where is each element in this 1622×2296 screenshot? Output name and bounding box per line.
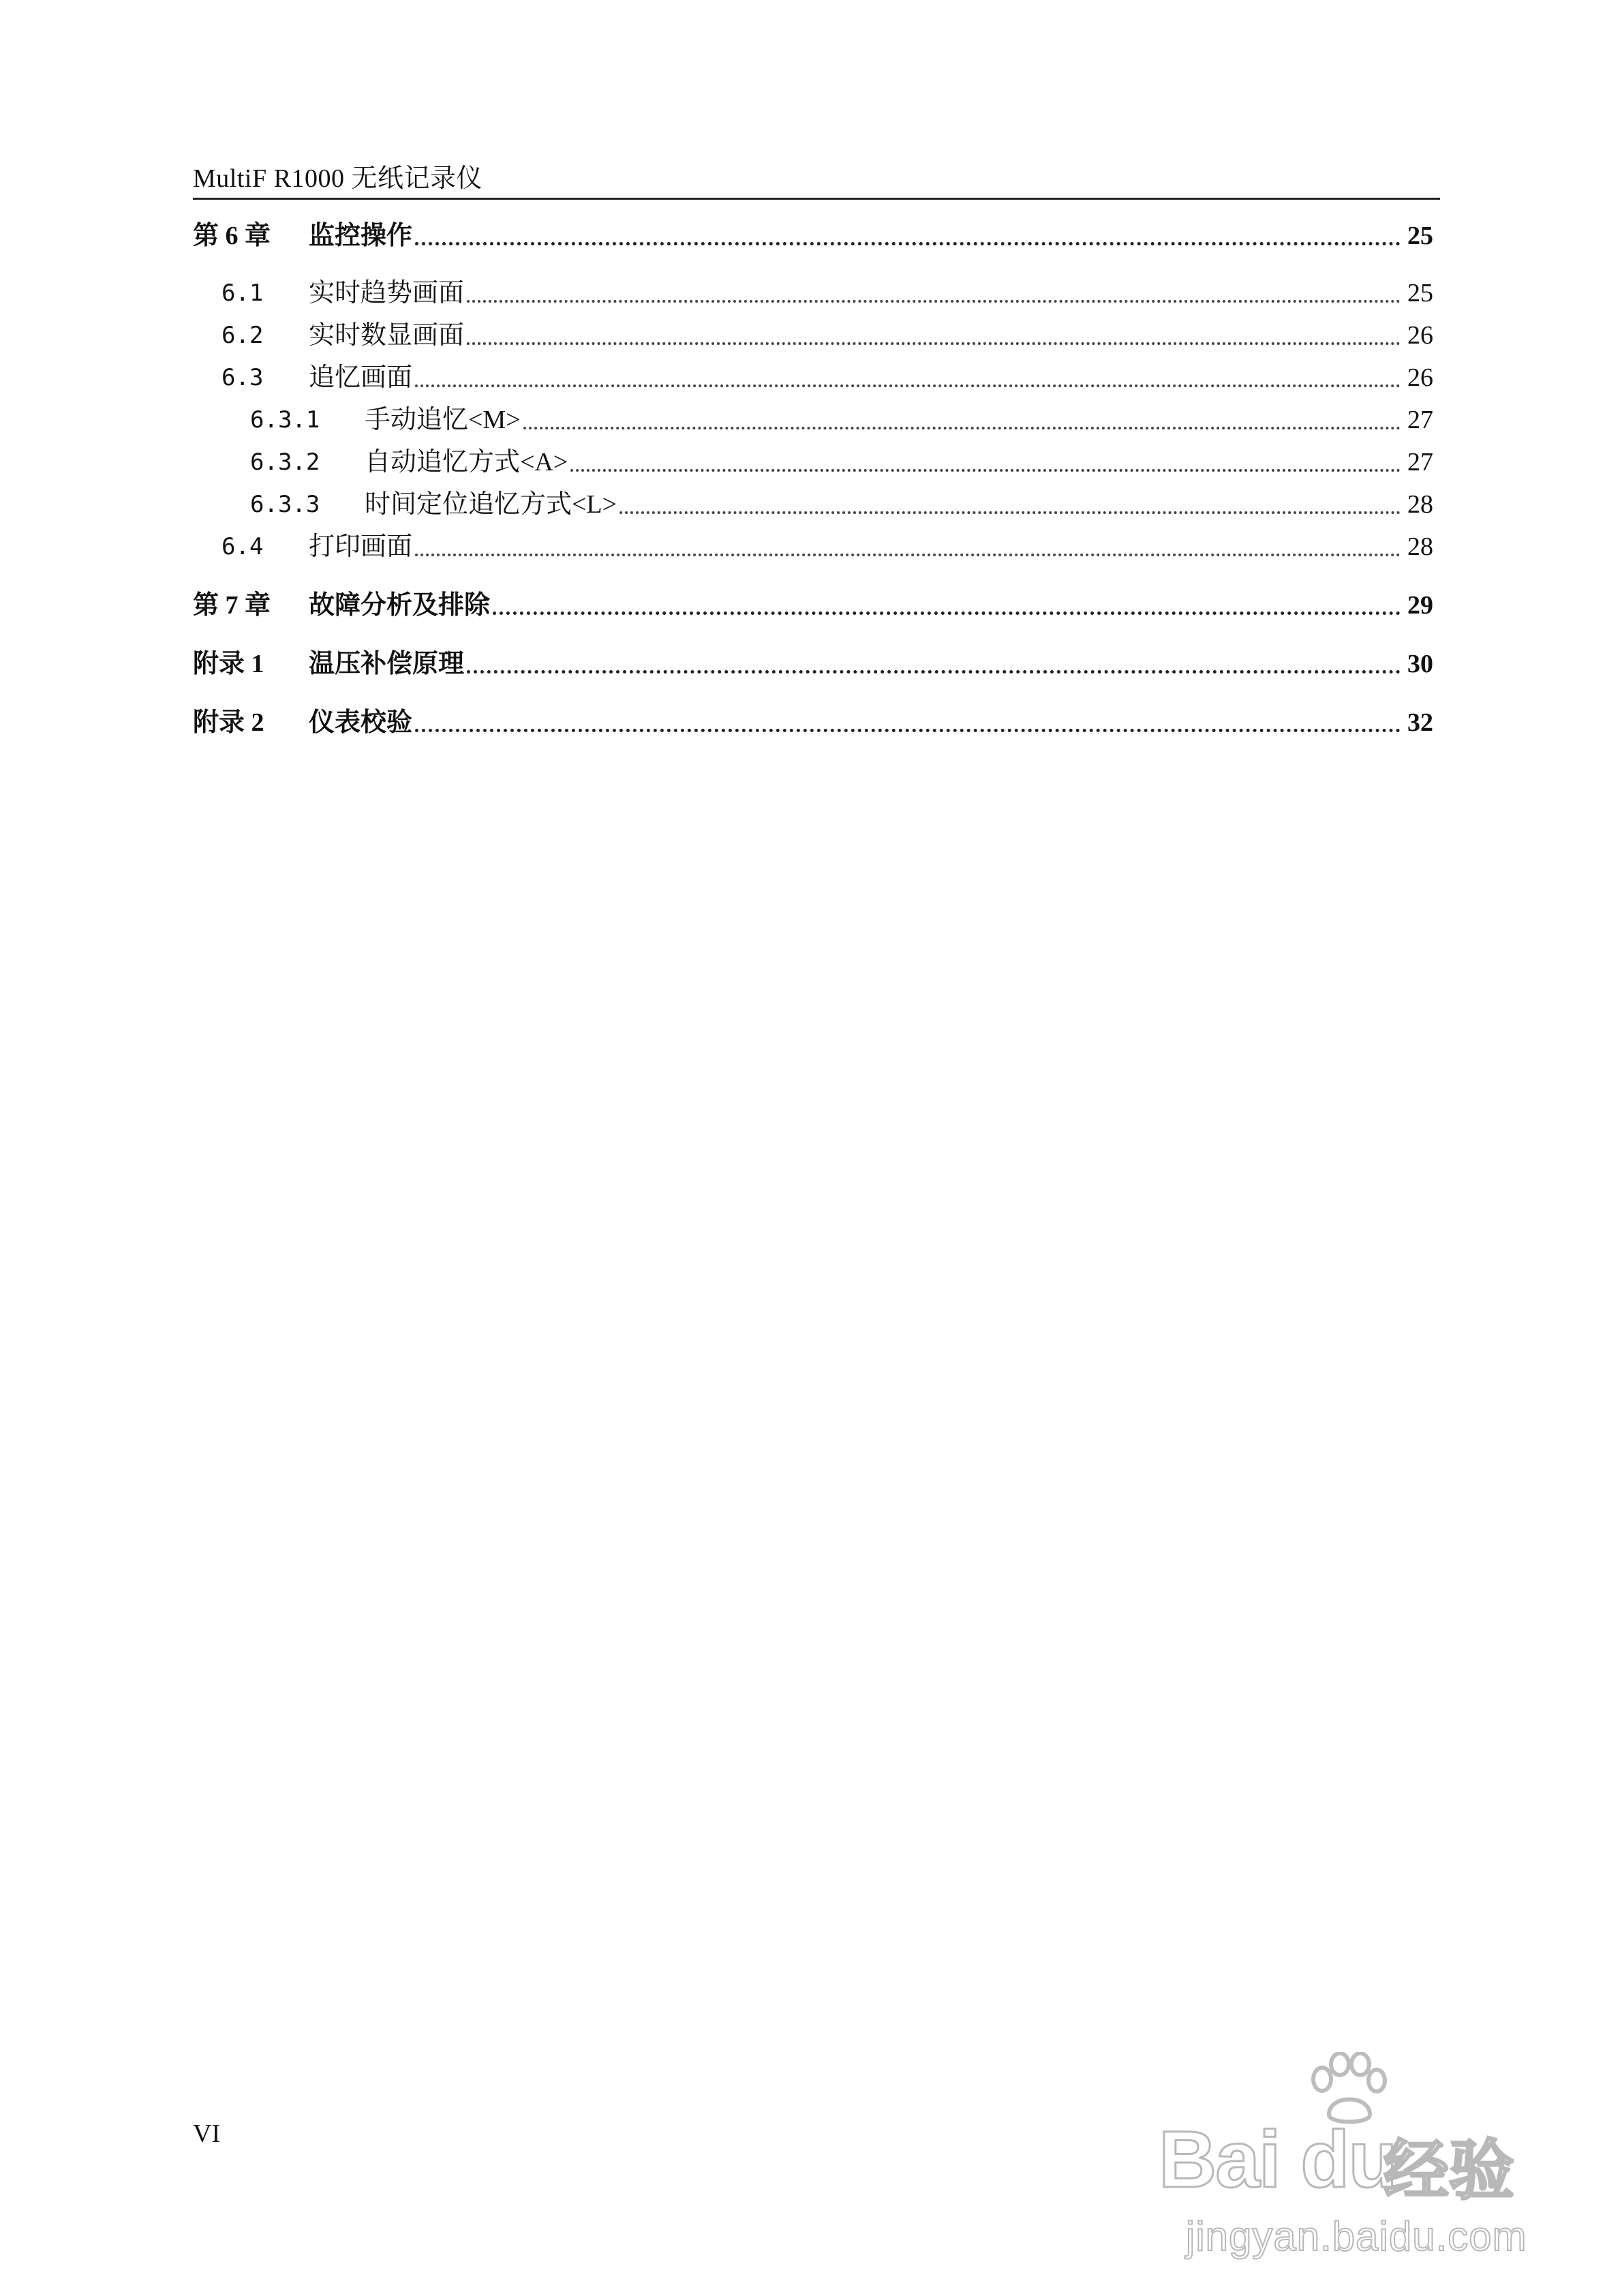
toc-entry-number: 第 6 章 [193, 222, 271, 250]
toc-entry-title: 追忆画面 [309, 363, 413, 392]
toc-entry-page: 25 [1407, 279, 1433, 307]
toc-entry-title: 打印画面 [309, 532, 413, 561]
toc-dot-leader [619, 511, 1401, 514]
toc-entry-page: 28 [1407, 490, 1433, 519]
toc-entry-title: 温压补偿原理 [309, 650, 465, 678]
toc-entry-number: 6.4 [221, 533, 264, 560]
toc-entry-number: 6.3.3 [250, 491, 320, 518]
toc-entry-title: 实时趋势画面 [309, 279, 465, 307]
toc-entry-title: 仪表校验 [309, 708, 413, 737]
toc-entry-title: 故障分析及排除 [309, 591, 491, 620]
toc-dot-leader [570, 469, 1401, 472]
toc-entry-6-2[interactable] [193, 318, 1433, 350]
toc-entry-title: 自动追忆方式<A> [365, 448, 568, 477]
toc-entry-number: 6.3 [221, 364, 264, 391]
toc-entry-page: 25 [1407, 222, 1433, 250]
toc-entry-number: 6.3.1 [250, 406, 320, 434]
toc-entry-page: 29 [1407, 591, 1433, 620]
toc-entry-chapter-7[interactable] [193, 588, 1433, 620]
toc-entry-number: 6.3.2 [250, 449, 320, 476]
baidu-jingyan-watermark [1159, 2052, 1540, 2263]
toc-entry-page: 27 [1407, 406, 1433, 434]
watermark-url: jingyan.baidu.com [1186, 2214, 1527, 2259]
toc-entry-6-3[interactable] [193, 360, 1433, 393]
toc-entry-number: 6.2 [221, 322, 264, 349]
document-header: MultiF R1000 无纸记录仪 [193, 164, 483, 193]
toc-entry-6-3-2[interactable] [193, 444, 1433, 477]
toc-entry-6-3-3[interactable] [193, 487, 1433, 519]
toc-entry-number: 附录 1 [193, 650, 264, 678]
toc-entry-page: 26 [1407, 363, 1433, 392]
toc-entry-page: 27 [1407, 448, 1433, 477]
toc-entry-number: 附录 2 [193, 708, 264, 737]
toc-dot-leader [467, 300, 1401, 303]
toc-entry-title: 时间定位追忆方式<L> [365, 490, 617, 519]
toc-entry-chapter-6[interactable] [193, 218, 1433, 251]
toc-entry-title: 监控操作 [309, 222, 413, 250]
toc-dot-leader [467, 342, 1401, 345]
toc-entry-page: 32 [1407, 708, 1433, 737]
toc-entry-6-3-1[interactable] [193, 402, 1433, 435]
toc-entry-page: 28 [1407, 532, 1433, 561]
watermark-brand-text: 经验 [1383, 2132, 1514, 2209]
header-rule [193, 198, 1440, 200]
toc-entry-number: 6.1 [221, 280, 264, 307]
toc-entry-number: 第 7 章 [193, 591, 271, 620]
toc-dot-leader [467, 670, 1401, 674]
toc-dot-leader [415, 242, 1401, 245]
toc-entry-title: 手动追忆<M> [365, 406, 521, 434]
toc-dot-leader [415, 384, 1401, 387]
toc-entry-appendix-1[interactable] [193, 646, 1433, 679]
toc-entry-6-4[interactable] [193, 529, 1433, 562]
toc-entry-page: 30 [1407, 650, 1433, 678]
watermark-logo-text: Bai du [1159, 2115, 1396, 2205]
toc-dot-leader [523, 427, 1401, 429]
toc-dot-leader [415, 729, 1401, 732]
toc-entry-title: 实时数显画面 [309, 321, 465, 350]
toc-dot-leader [415, 554, 1401, 556]
page-number-footer: VI [193, 2119, 221, 2148]
toc-entry-page: 26 [1407, 321, 1433, 350]
toc-entry-6-1[interactable] [193, 275, 1433, 308]
toc-dot-leader [493, 611, 1401, 615]
toc-entry-appendix-2[interactable] [193, 705, 1433, 738]
